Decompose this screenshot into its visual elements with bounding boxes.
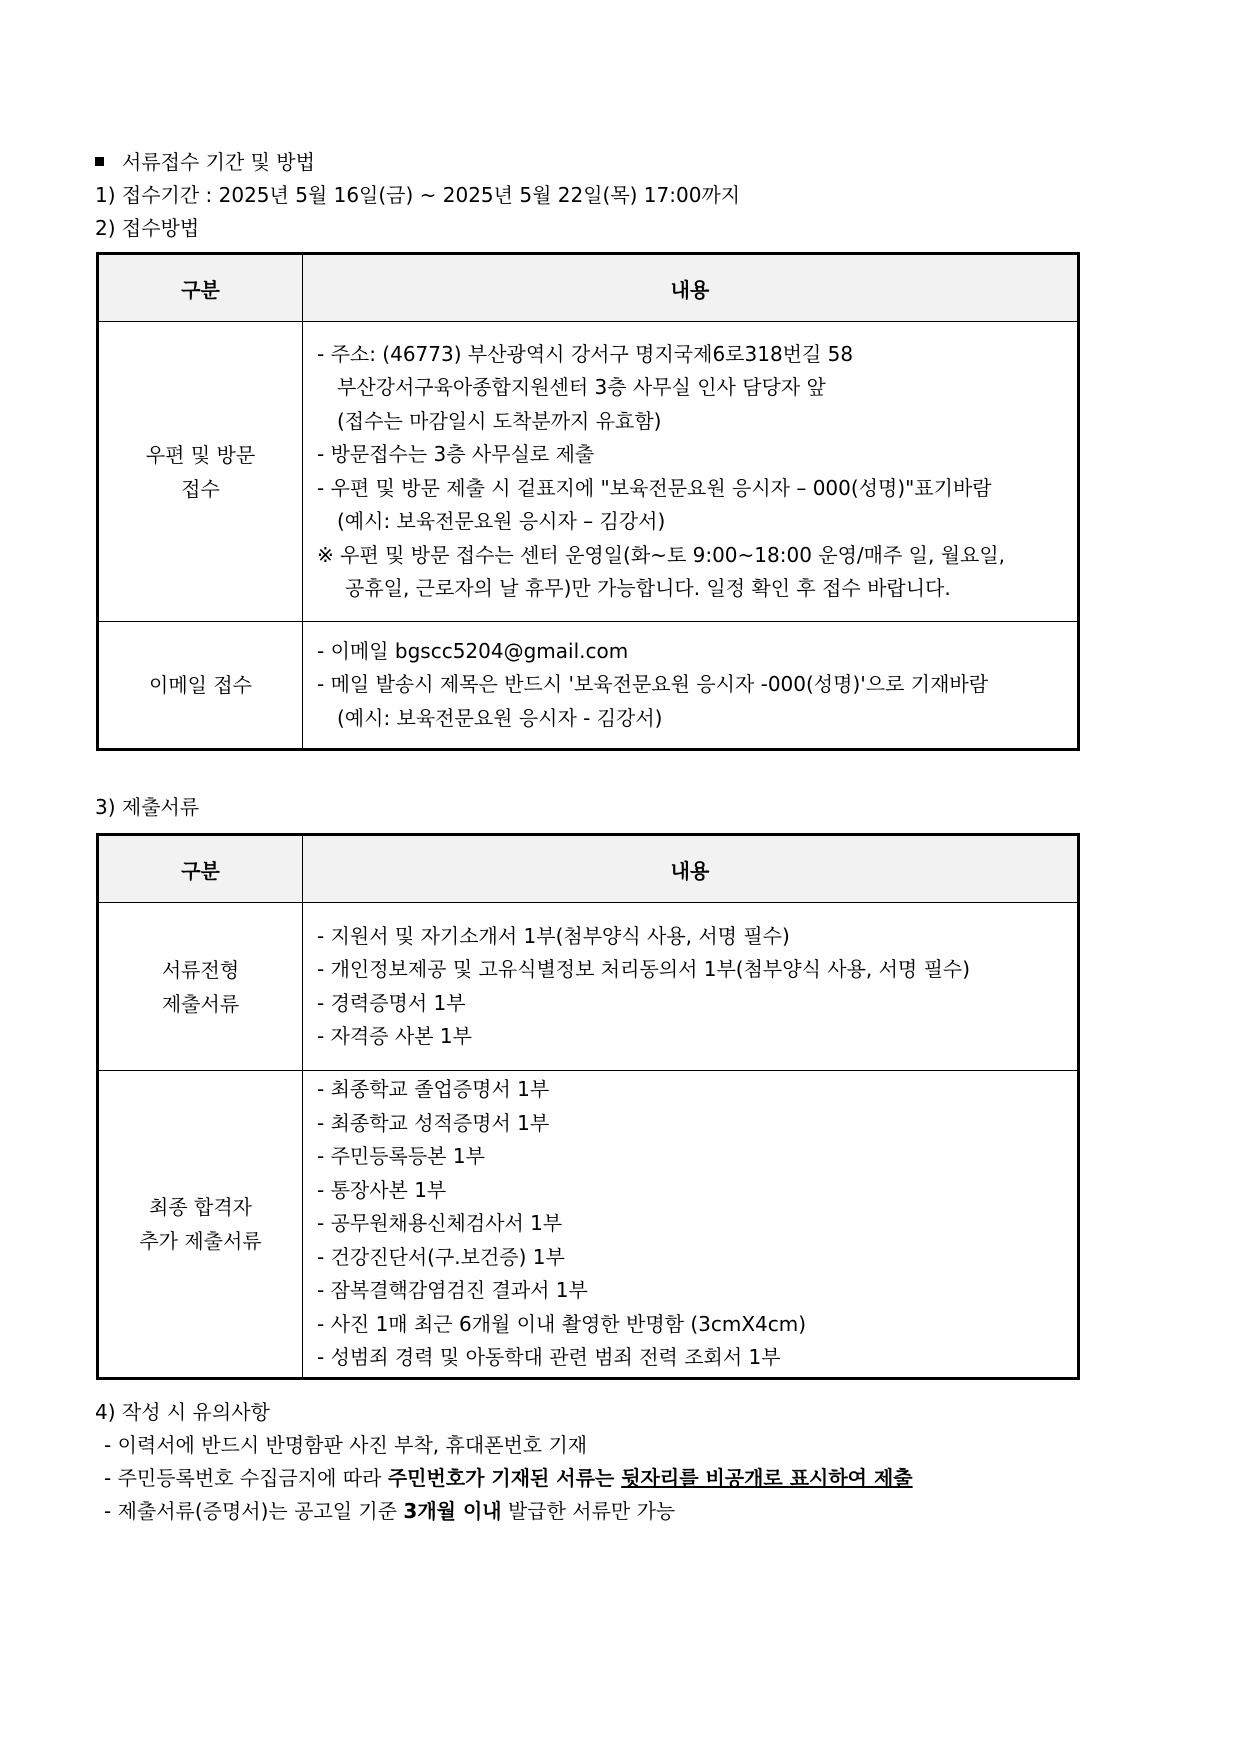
row-content — [303, 903, 1079, 1071]
email-example-line: (예시: 보육전문요원 응시자 - 김강서) — [337, 705, 663, 730]
list-item: - 자격증 사본 1부 — [317, 1024, 472, 1048]
visit-line: - 방문접수는 3층 사무실로 제출 — [317, 442, 595, 466]
notes-heading: 4) 작성 시 유의사항 — [95, 1400, 270, 1424]
table-header-row — [98, 254, 1079, 322]
note-line-1: - 이력서에 반드시 반명함판 사진 부착, 휴대폰번호 기재 — [104, 1433, 588, 1457]
table-row — [98, 622, 1079, 750]
row-content — [303, 322, 1079, 622]
email-line: - 이메일 bgscc5204@gmail.com — [317, 638, 629, 663]
list-item: - 공무원채용신체검사서 1부 — [317, 1211, 563, 1235]
col-header-content: 내용 — [303, 835, 1079, 903]
col-header-category: 구분 — [98, 254, 303, 322]
note-line-3: - 제출서류(증명서)는 공고일 기준 3개월 이내 발급한 서류만 가능 — [104, 1499, 676, 1523]
note-line-2: - 주민등록번호 수집금지에 따라 주민번호가 기재된 서류는 뒷자리를 비공개로 표시하여 제출 — [104, 1466, 913, 1490]
cover-label-line: - 우편 및 방문 제출 시 겉표지에 "보육전문요원 응시자 – 000(성명)"표기바람 — [317, 475, 992, 500]
section-header: 서류접수 기간 및 방법 — [95, 149, 315, 175]
row-label: 서류전형 제출서류 — [98, 903, 303, 1071]
list-item: - 건강진단서(구.보건증) 1부 — [317, 1244, 565, 1269]
cover-example-line: (예시: 보육전문요원 응시자 – 김강서) — [337, 509, 666, 533]
col-header-category: 구분 — [98, 835, 303, 903]
documents-table — [96, 833, 1080, 1380]
docs-heading: 3) 제출서류 — [95, 795, 200, 819]
row-content — [303, 1071, 1079, 1379]
table-header-row — [98, 835, 1079, 903]
row-label: 이메일 접수 — [98, 622, 303, 750]
list-item: - 주민등록등본 1부 — [317, 1144, 485, 1168]
address-note-line: (접수는 마감일시 도착분까지 유효함) — [337, 408, 662, 433]
row-label: 최종 합격자 추가 제출서류 — [98, 1071, 303, 1379]
list-item: - 사진 1매 최근 6개월 이내 촬영한 반명함 (3cmX4cm) — [317, 1311, 807, 1336]
list-item: - 경력증명서 1부 — [317, 990, 466, 1015]
address-line: - 주소: (46773) 부산광역시 강서구 명지국제6로318번길 58 — [317, 341, 854, 366]
list-item: - 최종학교 성적증명서 1부 — [317, 1110, 550, 1135]
col-header-content: 내용 — [303, 254, 1079, 322]
notice-cont-line: 공휴일, 근로자의 날 휴무)만 가능합니다. 일정 확인 후 접수 바랍니다. — [345, 576, 951, 600]
period-line: 1) 접수기간 : 2025년 5월 16일(금) ~ 2025년 5월 22일(목) 17:00까지 — [95, 183, 741, 207]
row-label: 우편 및 방문 접수 — [98, 322, 303, 622]
table-row — [98, 1071, 1079, 1379]
table-row — [98, 322, 1079, 622]
list-item: - 지원서 및 자기소개서 1부(첨부양식 사용, 서명 필수) — [317, 923, 790, 948]
email-subject-line: - 메일 발송시 제목은 반드시 '보육전문요원 응시자 -000(성명)'으로 기재바람 — [317, 672, 989, 697]
list-item: - 잠복결핵감염검진 결과서 1부 — [317, 1278, 588, 1302]
square-bullet-icon — [95, 157, 104, 166]
list-item: - 성범죄 경력 및 아동학대 관련 범죄 전력 조회서 1부 — [317, 1345, 781, 1369]
table-row — [98, 903, 1079, 1071]
row-content — [303, 622, 1079, 750]
method-heading: 2) 접수방법 — [95, 216, 200, 240]
address-recipient-line: 부산강서구육아종합지원센터 3층 사무실 인사 담당자 앞 — [337, 375, 826, 399]
list-item: - 개인정보제공 및 고유식별정보 처리동의서 1부(첨부양식 사용, 서명 필수) — [317, 957, 971, 981]
method-table — [96, 252, 1080, 751]
notice-line: ※ 우편 및 방문 접수는 센터 운영일(화~토 9:00~18:00 운영/매주 일, 월요일, — [317, 542, 1006, 567]
list-item: - 최종학교 졸업증명서 1부 — [317, 1077, 550, 1101]
list-item: - 통장사본 1부 — [317, 1177, 447, 1202]
